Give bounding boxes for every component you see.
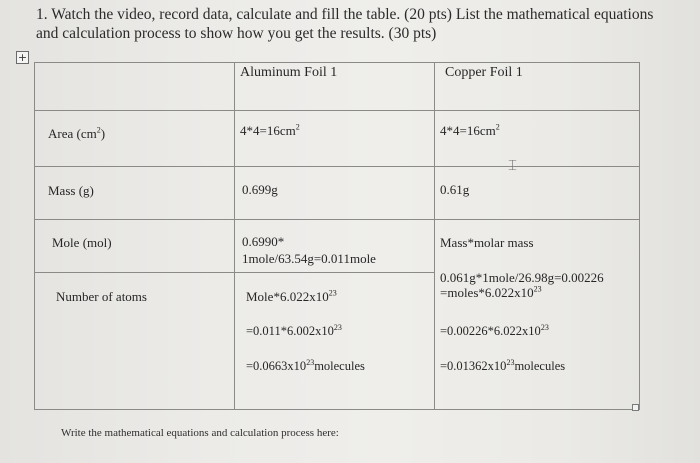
row-label-area[interactable]: Area $(cm^2)$ (48, 125, 106, 141)
cell-area-aluminum[interactable]: $4*4=16cm^2$ (240, 122, 300, 138)
table-rule (34, 166, 640, 167)
header-aluminum-foil[interactable]: Aluminum Foil 1 (240, 65, 338, 80)
row-label-mole[interactable]: Mole (mol) (52, 235, 112, 250)
footer-prompt-text: Write the mathematical equations and calculation process here: (61, 427, 339, 439)
table-border-right (639, 62, 640, 410)
cell-atoms-aluminum-line2[interactable]: $=0.011*6.002x10^{23}$ (246, 322, 342, 338)
table-rule (34, 219, 640, 220)
table-border-top (34, 62, 640, 63)
header-copper-foil[interactable]: Copper Foil 1 (445, 65, 523, 80)
cell-mass-aluminum[interactable]: 0.699g (242, 182, 278, 197)
cell-mole-copper-line2[interactable]: 0.061g*1mole/26.98g=0.00226 (440, 270, 604, 285)
cell-atoms-aluminum-line1[interactable]: $Mole*6.022x10^{23}$ (246, 288, 337, 304)
cell-atoms-copper-line2[interactable]: $=0.01362x10^{23}molecules$ (440, 357, 566, 373)
table-col-divider (434, 62, 435, 410)
table-rule (34, 110, 640, 111)
table-border-left (34, 62, 35, 410)
cell-atoms-copper-line1[interactable]: $=0.00226*6.022x10^{23}$ (440, 322, 549, 338)
instructions-text: 1. Watch the video, record data, calculate and fill the table. (20 pts) List the mathematical equations and calculation process to show how you get the results. (30 pts) (36, 6, 654, 42)
table-border-bottom (34, 409, 640, 410)
data-table[interactable] (34, 62, 640, 410)
text-cursor-ibeam-icon: ⌶ (508, 156, 518, 174)
cell-mole-aluminum-line1[interactable]: 0.6990* (242, 234, 285, 249)
cell-area-copper[interactable]: $4*4=16cm^2$ (440, 122, 500, 138)
row-label-number-of-atoms[interactable]: Number of atoms (56, 289, 147, 304)
row-label-mass[interactable]: Mass (g) (48, 183, 94, 198)
table-move-handle-plus-icon[interactable]: + (17, 51, 28, 64)
table-col-divider (234, 62, 235, 410)
cell-mole-copper-line3[interactable]: $=moles*6.022x10^{23}$ (440, 284, 542, 300)
cell-mole-aluminum-line2[interactable]: 1mole/63.54g=0.011mole (242, 251, 376, 266)
table-resize-handle[interactable] (632, 404, 639, 411)
cell-mass-copper[interactable]: 0.61g (440, 182, 470, 197)
cell-atoms-aluminum-line3[interactable]: $=0.0663x10^{23}molecules$ (246, 357, 365, 373)
cell-mole-copper-line1[interactable]: Mass*molar mass (440, 235, 534, 250)
